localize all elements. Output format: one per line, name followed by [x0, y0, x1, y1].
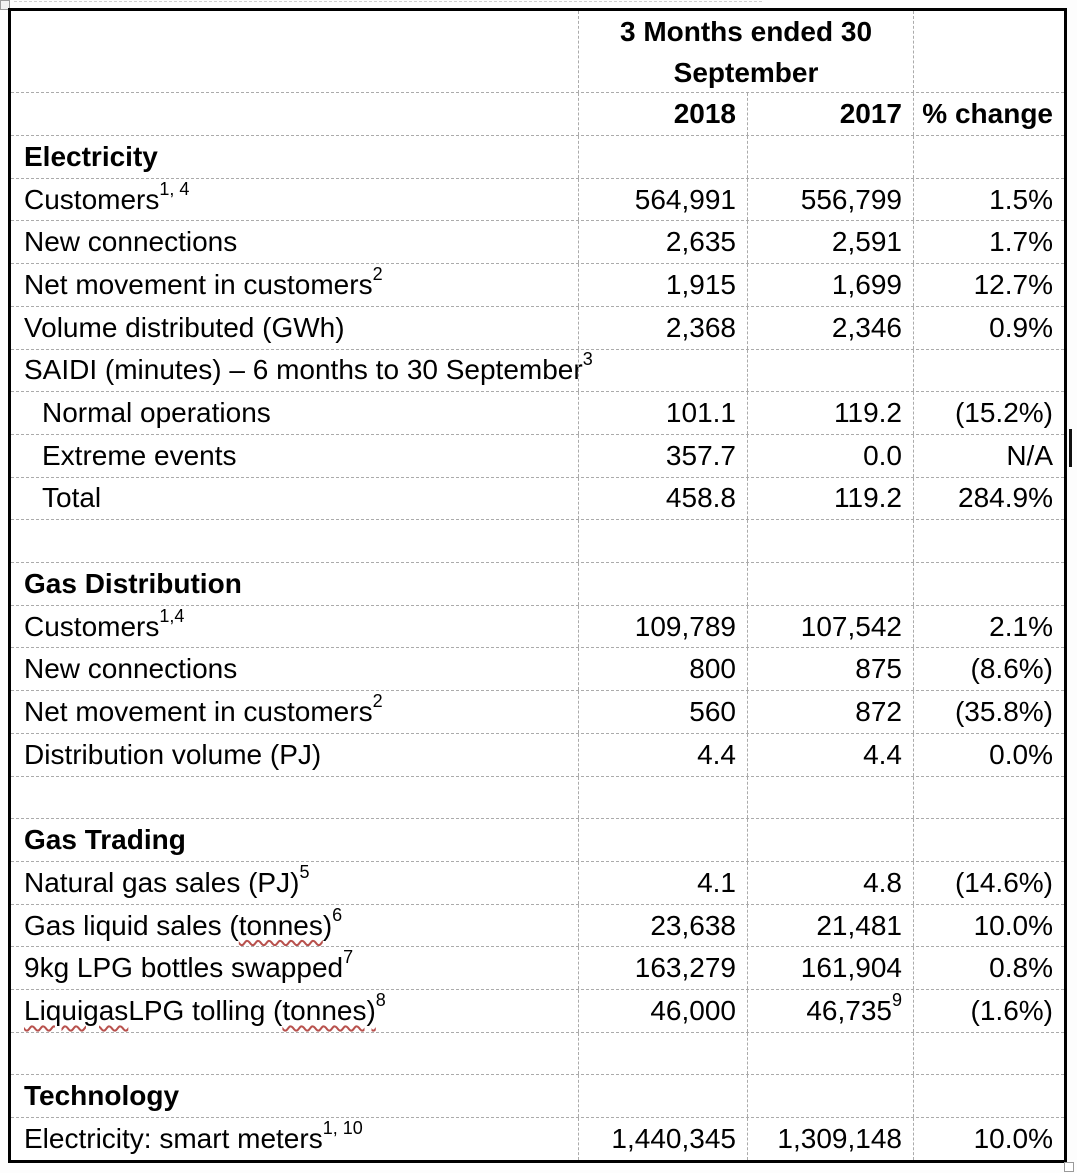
row-label-text: LPG tolling ( — [128, 994, 283, 1026]
value-2017-cell[interactable] — [747, 648, 913, 690]
row-label-text: Natural gas sales (PJ) — [24, 866, 300, 898]
table-row — [11, 220, 1064, 263]
row-label-cell[interactable] — [11, 478, 578, 520]
value-2017-cell[interactable] — [747, 435, 913, 477]
row-label-cell[interactable] — [11, 563, 578, 605]
value-2018-cell[interactable] — [578, 1075, 747, 1117]
table-row — [11, 263, 1064, 306]
period-header-line2: September — [673, 57, 819, 88]
cell-value: 357.7 — [665, 439, 736, 471]
table-row — [11, 904, 1064, 947]
cell-value: (14.6%) — [954, 866, 1053, 898]
pct-change-cell[interactable] — [913, 1033, 1064, 1075]
cell-value: (35.8%) — [954, 695, 1053, 727]
section-row — [11, 135, 1064, 178]
cell-value: 556,799 — [800, 183, 902, 215]
value-2018-cell[interactable] — [578, 520, 747, 562]
cell-value: 560 — [689, 695, 736, 727]
row-label-text: Distribution volume (PJ) — [24, 738, 322, 770]
pct-change-cell[interactable] — [913, 990, 1064, 1032]
row-label-text: Customers — [24, 183, 160, 215]
value-2017-cell[interactable] — [747, 819, 913, 861]
row-label-text: Volume distributed (GWh) — [24, 311, 345, 343]
cell-value: 1,309,148 — [777, 1123, 902, 1155]
row-label-cell[interactable] — [11, 1075, 578, 1117]
row-label-text: Customers — [24, 610, 160, 642]
year-2018-header-cell[interactable] — [578, 93, 747, 135]
value-2018-cell[interactable] — [578, 1118, 747, 1160]
row-label-text: Total — [42, 482, 102, 514]
cell-value: 2,591 — [831, 226, 902, 258]
value-2017-cell[interactable] — [747, 1075, 913, 1117]
kpi-table — [8, 8, 1067, 1163]
value-2017-cell[interactable] — [747, 136, 913, 178]
value-2018-cell[interactable] — [578, 990, 747, 1032]
cell-value: 4.4 — [863, 738, 902, 770]
pct-change-cell[interactable] — [913, 777, 1064, 819]
cell-value: 119.2 — [834, 482, 902, 514]
pct-change-cell[interactable] — [913, 1118, 1064, 1160]
row-label-text: New connections — [24, 226, 238, 258]
row-label-text-misspelled: tonnes) — [282, 994, 376, 1026]
cell-value: 107,542 — [800, 610, 902, 642]
cell-value: 284.9% — [958, 482, 1053, 514]
period-header-line1: 3 Months ended 30 — [619, 16, 873, 47]
value-2017-cell[interactable] — [747, 520, 913, 562]
cell-value: 1,699 — [831, 268, 902, 300]
year-2018-header-label: 2018 — [673, 98, 736, 129]
value-2018-cell[interactable] — [578, 179, 747, 221]
pct-change-cell[interactable] — [913, 520, 1064, 562]
pct-change-cell[interactable] — [913, 350, 1064, 392]
table-row — [11, 306, 1064, 349]
table-row — [11, 989, 1064, 1032]
value-2017-cell[interactable] — [747, 563, 913, 605]
value-2018-cell[interactable] — [578, 862, 747, 904]
value-2017-cell[interactable] — [747, 392, 913, 434]
value-2017-cell[interactable] — [747, 350, 913, 392]
row-label-cell[interactable]: Customers $^{1,4}$ — [24, 605, 185, 642]
value-2017-cell[interactable] — [747, 307, 913, 349]
table-header-years-row — [11, 92, 1064, 135]
pct-change-cell[interactable] — [913, 606, 1064, 648]
cell-value: (1.6%) — [970, 994, 1053, 1026]
value-2017-cell[interactable] — [747, 947, 913, 989]
cell-value: 458.8 — [665, 482, 736, 514]
cell-value: 875 — [855, 653, 902, 685]
value-2018-cell[interactable] — [578, 947, 747, 989]
row-label-cell[interactable] — [11, 307, 578, 349]
value-2017-cell[interactable]: 46,735 $^9$ — [747, 990, 913, 1032]
value-2018-cell[interactable] — [578, 221, 747, 263]
value-2018-cell[interactable] — [578, 350, 747, 392]
cell-value: (8.6%) — [970, 653, 1053, 685]
table-resize-handle[interactable] — [1064, 1162, 1074, 1172]
period-header-cell[interactable] — [578, 11, 913, 93]
cell-value: 119.2 — [834, 397, 902, 429]
text-cursor — [1069, 429, 1072, 467]
cell-value: 564,991 — [634, 183, 736, 215]
row-label-cell[interactable] — [11, 221, 578, 263]
value-2017-cell[interactable] — [747, 1033, 913, 1075]
pct-change-cell[interactable] — [913, 264, 1064, 306]
table-row — [11, 605, 1064, 648]
value-2017-cell[interactable] — [747, 606, 913, 648]
pct-change-cell[interactable] — [913, 947, 1064, 989]
table-row — [11, 946, 1064, 989]
row-label-text-misspelled: Liquigas — [24, 994, 129, 1026]
cell-value: 1,915 — [665, 268, 736, 300]
value-2017-cell[interactable] — [747, 179, 913, 221]
cell-value: 46,735 — [806, 994, 892, 1026]
table-body — [11, 135, 1064, 1160]
row-label-text: Net movement in customers — [24, 695, 373, 727]
value-2017-cell[interactable] — [747, 1118, 913, 1160]
row-label-cell[interactable] — [11, 648, 578, 690]
value-2018-cell[interactable] — [578, 777, 747, 819]
cell-value: 0.0% — [989, 738, 1053, 770]
row-label-text: ) — [322, 909, 333, 941]
table-row — [11, 391, 1064, 434]
row-label-text: Technology — [24, 1080, 180, 1112]
cell-value: 872 — [855, 695, 902, 727]
row-label-cell[interactable] — [11, 136, 578, 178]
pct-change-cell[interactable] — [913, 691, 1064, 733]
value-2018-cell[interactable] — [578, 136, 747, 178]
cell-value: 800 — [689, 653, 736, 685]
cell-value: 161,904 — [800, 952, 902, 984]
cell-value: 2,368 — [665, 311, 736, 343]
header-empty-cell-right[interactable] — [913, 11, 1064, 93]
row-label-text: Gas Trading — [24, 824, 186, 856]
cell-value: N/A — [1006, 439, 1053, 471]
row-label-cell[interactable] — [11, 1033, 578, 1075]
row-label-cell[interactable]: Net movement in customers $^2$ — [24, 263, 383, 300]
row-label-text: Normal operations — [42, 397, 271, 429]
value-2018-cell[interactable] — [578, 392, 747, 434]
cell-value: (15.2%) — [954, 397, 1053, 429]
row-label-text: Net movement in customers — [24, 268, 373, 300]
table-header-period-row — [11, 11, 1064, 92]
years-empty-cell[interactable] — [11, 93, 578, 135]
pct-change-cell[interactable] — [913, 563, 1064, 605]
row-label-cell[interactable]: Customers $^{1, 4}$ — [24, 178, 190, 215]
pct-change-cell[interactable] — [913, 1075, 1064, 1117]
cell-value: 46,000 — [650, 994, 736, 1026]
cell-value: 23,638 — [650, 909, 736, 941]
cell-value: 2,346 — [831, 311, 902, 343]
row-label-cell[interactable]: Electricity: smart meters $^{1, 10}$ — [24, 1118, 363, 1155]
row-label-text: 9kg LPG bottles swapped — [24, 952, 344, 984]
value-2018-cell[interactable] — [578, 734, 747, 776]
pct-change-cell[interactable] — [913, 435, 1064, 477]
cropped-row-gridline — [14, 1, 762, 2]
cell-value: 12.7% — [973, 268, 1053, 300]
value-2018-cell[interactable] — [578, 691, 747, 733]
cell-value: 10.0% — [973, 909, 1053, 941]
pct-change-cell[interactable] — [913, 734, 1064, 776]
cell-value: 21,481 — [816, 909, 902, 941]
cell-value: 4.4 — [697, 738, 736, 770]
pct-change-header-label: % change — [922, 98, 1053, 129]
row-label-text: Gas Distribution — [24, 567, 242, 599]
table-row — [11, 733, 1064, 776]
table-row — [11, 690, 1064, 733]
cell-value: 0.0 — [863, 439, 902, 471]
pct-change-cell[interactable] — [913, 136, 1064, 178]
section-row — [11, 1074, 1064, 1117]
pct-change-cell[interactable] — [913, 862, 1064, 904]
row-label-cell[interactable] — [11, 392, 578, 434]
row-label-text: SAIDI (minutes) – 6 months to 30 September — [24, 354, 583, 386]
row-label-cell[interactable]: Liquigas LPG tolling ( tonnes) $^8$ — [24, 989, 386, 1026]
table-row — [11, 1117, 1064, 1160]
cell-value: 0.8% — [989, 952, 1053, 984]
row-label-text: Extreme events — [42, 439, 237, 471]
row-label-cell[interactable] — [11, 734, 578, 776]
header-empty-cell-left[interactable] — [11, 11, 578, 93]
cell-value: 4.1 — [697, 866, 736, 898]
value-2017-cell[interactable] — [747, 478, 913, 520]
row-label-text-misspelled: tonnes — [238, 909, 323, 941]
cell-value: 1.5% — [989, 183, 1053, 215]
value-2018-cell[interactable] — [578, 307, 747, 349]
cell-value: 101.1 — [665, 397, 736, 429]
row-label-cell[interactable] — [11, 777, 578, 819]
cell-value: 2.1% — [989, 610, 1053, 642]
cell-value: 163,279 — [634, 952, 736, 984]
row-label-cell[interactable]: Natural gas sales (PJ) $^5$ — [24, 861, 310, 898]
value-2018-cell[interactable] — [578, 819, 747, 861]
cell-value: 1.7% — [989, 226, 1053, 258]
row-label-cell[interactable] — [11, 520, 578, 562]
value-2017-cell[interactable] — [747, 221, 913, 263]
table-row — [11, 861, 1064, 904]
row-label-cell[interactable]: Gas liquid sales ( tonnes ) $^6$ — [24, 904, 343, 941]
row-label-cell[interactable]: 9kg LPG bottles swapped $^7$ — [24, 947, 354, 984]
section-row — [11, 818, 1064, 861]
pct-change-cell[interactable] — [913, 905, 1064, 947]
cell-value: 109,789 — [634, 610, 736, 642]
value-2018-cell[interactable] — [578, 264, 747, 306]
table-row — [11, 434, 1064, 477]
pct-change-cell[interactable] — [913, 179, 1064, 221]
table-row — [11, 477, 1064, 520]
pct-change-cell[interactable] — [913, 819, 1064, 861]
row-label-text: Gas liquid sales ( — [24, 909, 239, 941]
row-label-cell[interactable] — [11, 819, 578, 861]
spacer-row — [11, 776, 1064, 819]
value-2018-cell[interactable] — [578, 905, 747, 947]
row-label-cell[interactable] — [11, 435, 578, 477]
pct-change-header-cell[interactable] — [913, 93, 1064, 135]
cell-value: 0.9% — [989, 311, 1053, 343]
value-2017-cell[interactable] — [747, 905, 913, 947]
value-2017-cell[interactable] — [747, 264, 913, 306]
value-2018-cell[interactable] — [578, 435, 747, 477]
year-2017-header-cell[interactable] — [747, 93, 913, 135]
value-2018-cell[interactable] — [578, 478, 747, 520]
spacer-row — [11, 1032, 1064, 1075]
value-2017-cell[interactable] — [747, 777, 913, 819]
pct-change-cell[interactable] — [913, 648, 1064, 690]
cell-value: 1,440,345 — [611, 1123, 736, 1155]
row-label-cell[interactable]: SAIDI (minutes) – 6 months to 30 September $^3$ — [24, 349, 593, 386]
value-2017-cell[interactable] — [747, 734, 913, 776]
pct-change-cell[interactable] — [913, 392, 1064, 434]
pct-change-cell[interactable] — [913, 221, 1064, 263]
table-row — [11, 349, 1064, 392]
table-row — [11, 178, 1064, 221]
cell-value: 10.0% — [973, 1123, 1053, 1155]
row-label-text: New connections — [24, 653, 238, 685]
cell-value: 4.8 — [863, 866, 902, 898]
value-2018-cell[interactable] — [578, 648, 747, 690]
value-2018-cell[interactable] — [578, 606, 747, 648]
section-row — [11, 562, 1064, 605]
pct-change-cell[interactable] — [913, 307, 1064, 349]
row-label-cell[interactable]: Net movement in customers $^2$ — [24, 690, 383, 727]
row-label-text: Electricity: smart meters — [24, 1123, 323, 1155]
value-2018-cell[interactable] — [578, 563, 747, 605]
row-label-text: Electricity — [24, 140, 158, 172]
cell-value: 2,635 — [665, 226, 736, 258]
value-2017-cell[interactable] — [747, 691, 913, 733]
pct-change-cell[interactable] — [913, 478, 1064, 520]
year-2017-header-label: 2017 — [839, 98, 902, 129]
value-2017-cell[interactable] — [747, 862, 913, 904]
table-row — [11, 647, 1064, 690]
value-2018-cell[interactable] — [578, 1033, 747, 1075]
spacer-row — [11, 519, 1064, 562]
